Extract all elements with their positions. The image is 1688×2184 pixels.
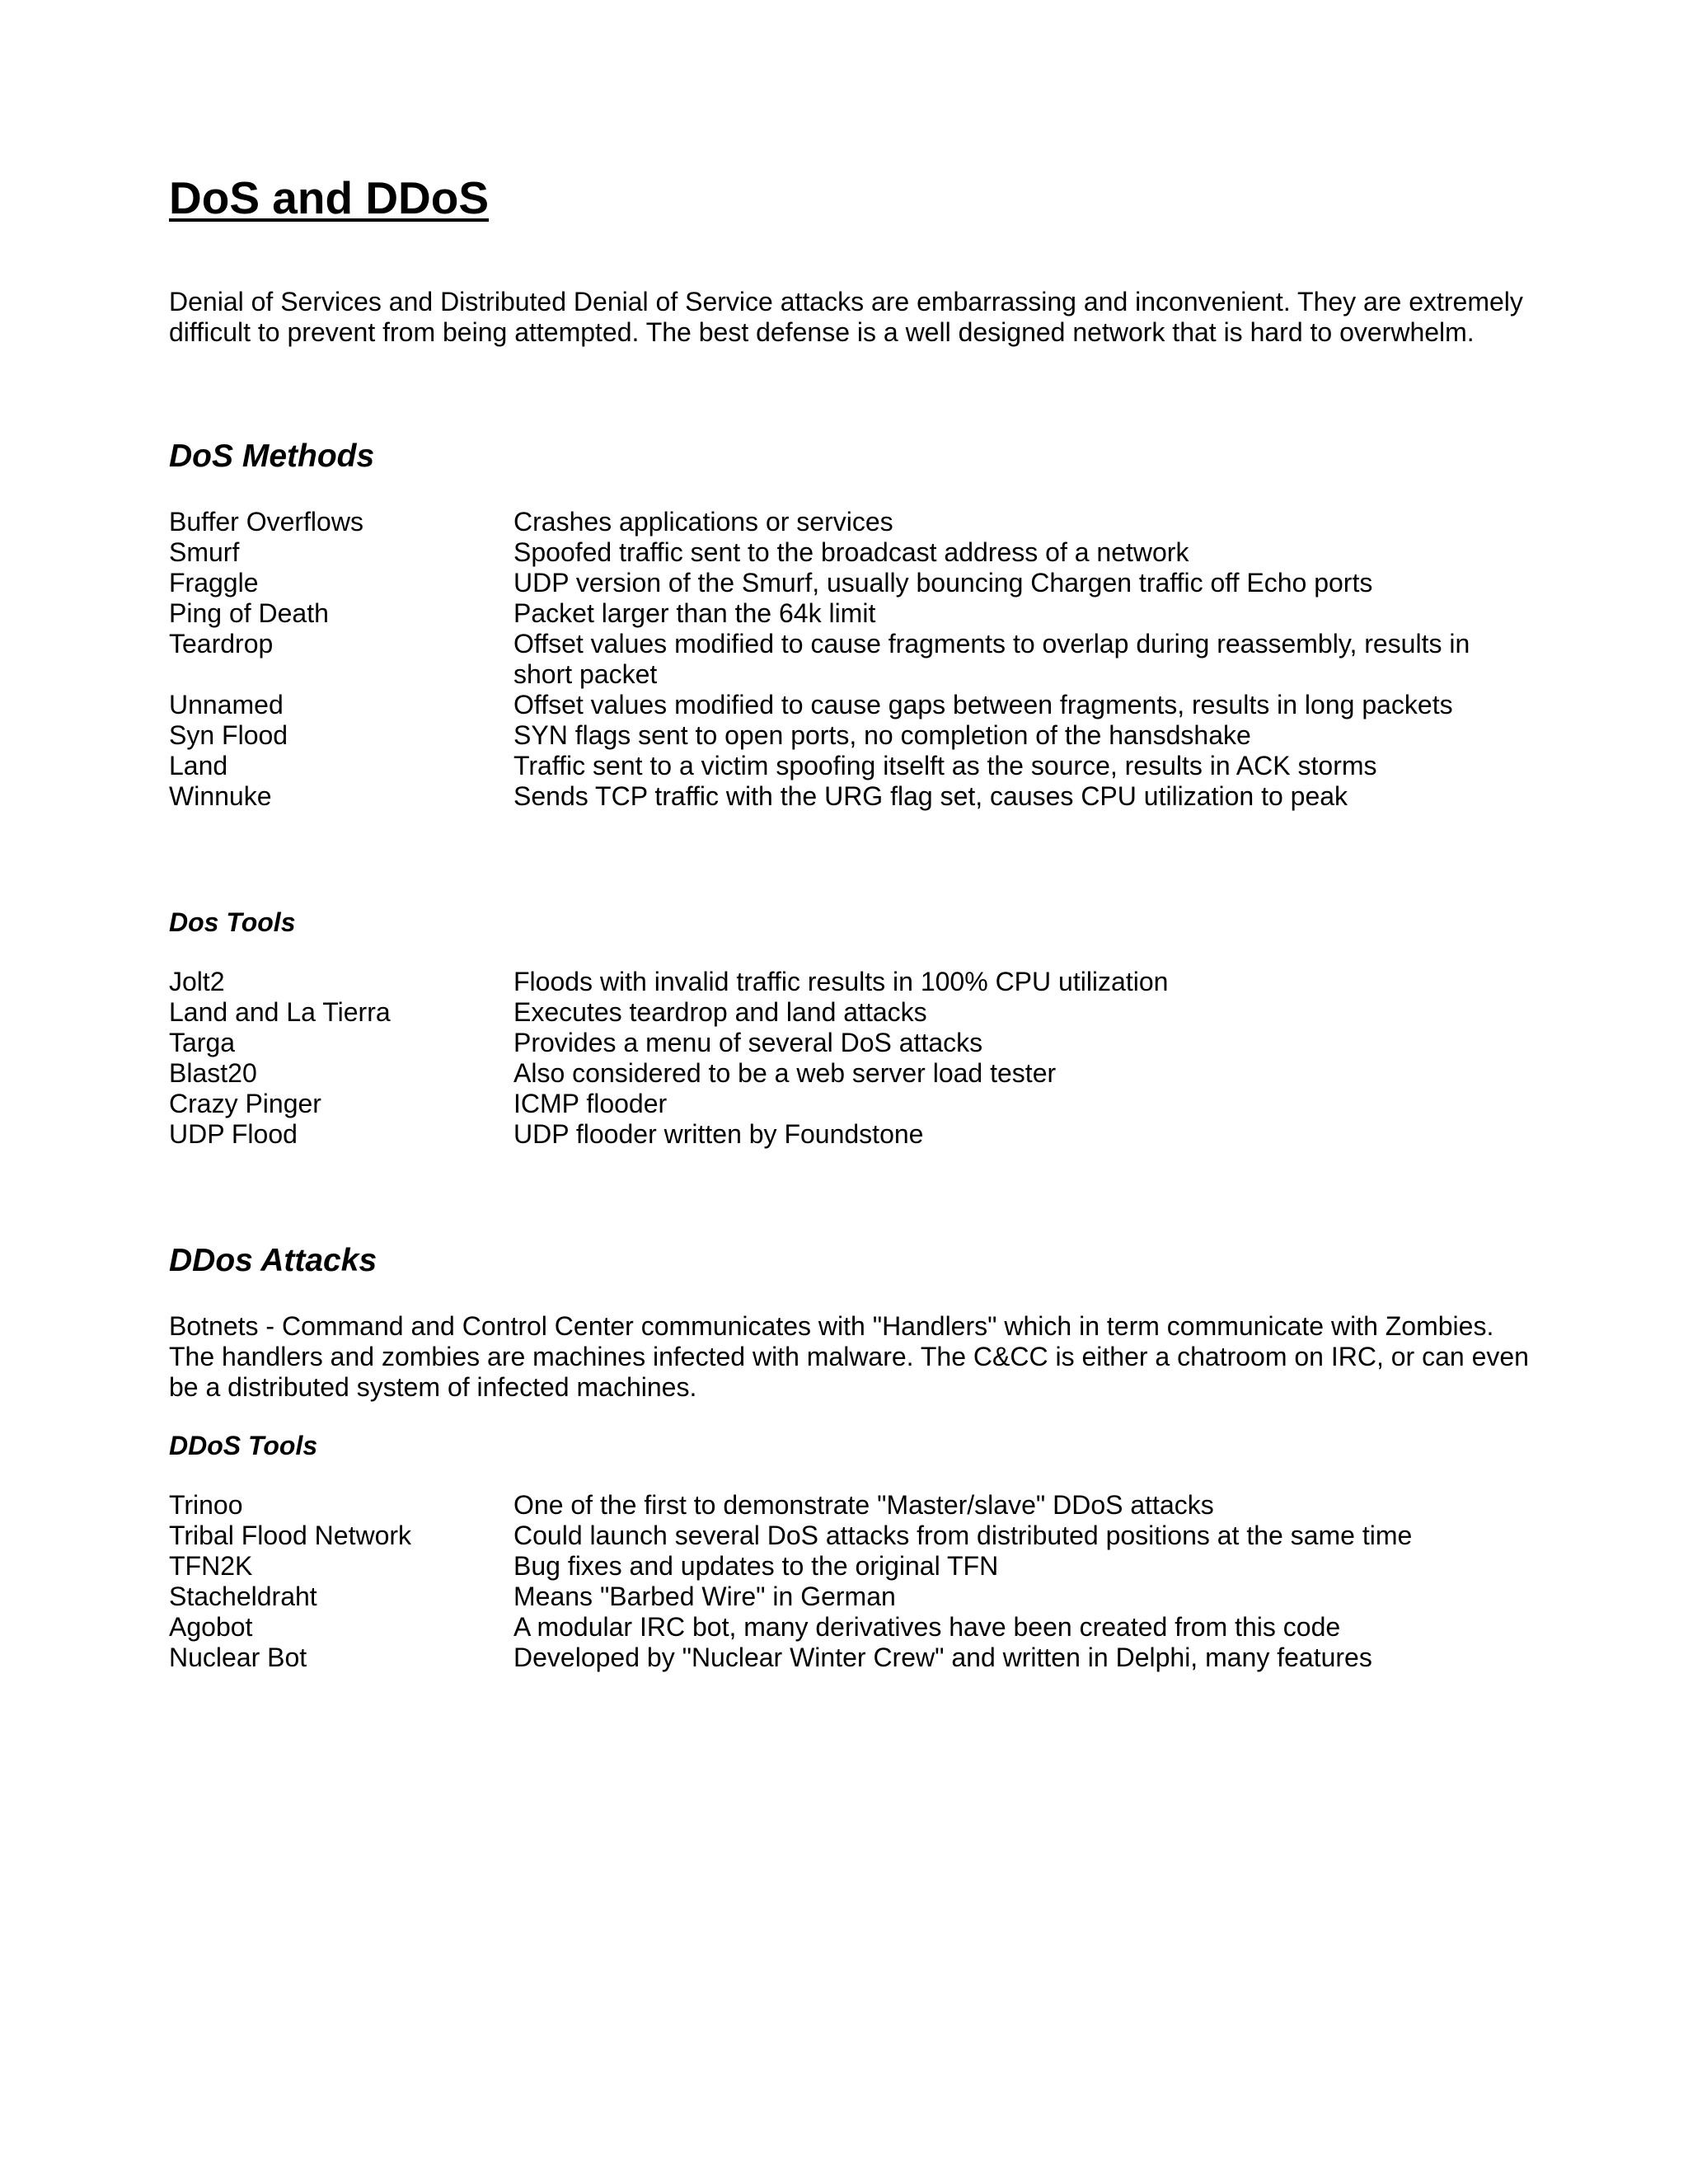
section-heading-dos-methods: DoS Methods: [169, 438, 375, 474]
list-item: [169, 781, 1529, 812]
item-description: SYN flags sent to open ports, no completion of the hansdshake: [513, 720, 1251, 750]
list-item: [169, 1612, 1529, 1643]
item-description: Crashes applications or services: [513, 507, 893, 537]
item-description: Bug fixes and updates to the original TFN: [513, 1551, 999, 1581]
list-item: [169, 1089, 1529, 1119]
item-term: Buffer Overflows: [169, 507, 363, 537]
ddos-attacks-paragraph: Botnets - Command and Control Center communicates with "Handlers" which in term communicate with Zombies. The handlers and zombies are machines infected with malware. The C&CC is either a chatroom on IRC, or can even be a distributed system of infected machines.: [169, 1311, 1529, 1402]
list-item: [169, 598, 1529, 629]
list-item: [169, 1582, 1529, 1612]
item-description: Packet larger than the 64k limit: [513, 598, 876, 628]
intro-paragraph: Denial of Services and Distributed Denial of Service attacks are embarrassing and inconvenient. They are extremely difficult to prevent from being attempted. The best defense is a well designed network that is hard to overwhelm.: [169, 287, 1523, 347]
item-term: Unnamed: [169, 690, 284, 719]
item-term: Fraggle: [169, 568, 259, 598]
item-term: Syn Flood: [169, 720, 288, 750]
list-item: [169, 690, 1529, 720]
item-description: Developed by "Nuclear Winter Crew" and written in Delphi, many features: [513, 1643, 1372, 1672]
list-item: [169, 568, 1529, 598]
ddos-tools-list: [169, 1490, 1529, 1673]
item-term: TFN2K: [169, 1551, 253, 1581]
list-item: [169, 1521, 1529, 1551]
item-description: A modular IRC bot, many derivatives have been created from this code: [513, 1612, 1341, 1642]
dos-tools-list: [169, 967, 1529, 1150]
list-item: [169, 997, 1529, 1028]
item-term: Land and La Tierra: [169, 997, 391, 1027]
dos-methods-list: [169, 507, 1529, 812]
list-item: [169, 1058, 1529, 1089]
page-title: DoS and DDoS: [169, 172, 490, 223]
item-term: Targa: [169, 1028, 236, 1057]
list-item: [169, 1490, 1529, 1521]
item-term: Land: [169, 751, 228, 780]
list-item: [169, 1119, 1529, 1150]
section-heading-dos-tools: Dos Tools: [169, 907, 296, 937]
section-heading-ddos-tools: DDoS Tools: [169, 1431, 318, 1460]
item-description: UDP version of the Smurf, usually bouncing Chargen traffic off Echo ports: [513, 568, 1373, 598]
item-description: ICMP flooder: [513, 1089, 668, 1118]
list-item: [169, 720, 1529, 751]
item-description: Also considered to be a web server load tester: [513, 1058, 1057, 1088]
item-description: Traffic sent to a victim spoofing itselft as the source, results in ACK storms: [513, 751, 1377, 780]
item-term: Ping of Death: [169, 598, 329, 628]
item-term: Winnuke: [169, 781, 272, 811]
item-description: Sends TCP traffic with the URG flag set, causes CPU utilization to peak: [513, 781, 1348, 811]
list-item: [169, 1643, 1529, 1673]
item-description: Means "Barbed Wire" in German: [513, 1582, 896, 1611]
list-item: [169, 1028, 1529, 1058]
list-item: [169, 507, 1529, 537]
item-description: Spoofed traffic sent to the broadcast address of a network: [513, 537, 1189, 567]
item-description: Offset values modified to cause gaps between fragments, results in long packets: [513, 690, 1453, 719]
list-item: [169, 1551, 1529, 1582]
list-item: [169, 629, 1529, 690]
list-item: [169, 537, 1529, 568]
item-term: Nuclear Bot: [169, 1643, 307, 1672]
item-description: Executes teardrop and land attacks: [513, 997, 927, 1027]
item-term: Stacheldraht: [169, 1582, 317, 1611]
list-item: [169, 967, 1529, 997]
section-heading-ddos-attacks: DDos Attacks: [169, 1243, 377, 1278]
item-description: One of the first to demonstrate "Master/slave" DDoS attacks: [513, 1490, 1214, 1520]
item-description: Floods with invalid traffic results in 100% CPU utilization: [513, 967, 1169, 996]
item-term: Blast20: [169, 1058, 257, 1088]
item-term: Smurf: [169, 537, 240, 567]
item-term: Teardrop: [169, 629, 274, 658]
item-term: Jolt2: [169, 967, 225, 996]
item-term: Crazy Pinger: [169, 1089, 321, 1118]
list-item: [169, 751, 1529, 781]
item-description: Offset values modified to cause fragments to overlap during reassembly, results in short packet: [513, 629, 1470, 689]
item-term: Tribal Flood Network: [169, 1521, 412, 1550]
item-term: Trinoo: [169, 1490, 243, 1520]
item-term: UDP Flood: [169, 1119, 298, 1149]
item-description: Could launch several DoS attacks from distributed positions at the same time: [513, 1521, 1413, 1550]
item-description: UDP flooder written by Foundstone: [513, 1119, 924, 1149]
item-term: Agobot: [169, 1612, 253, 1642]
item-description: Provides a menu of several DoS attacks: [513, 1028, 983, 1057]
